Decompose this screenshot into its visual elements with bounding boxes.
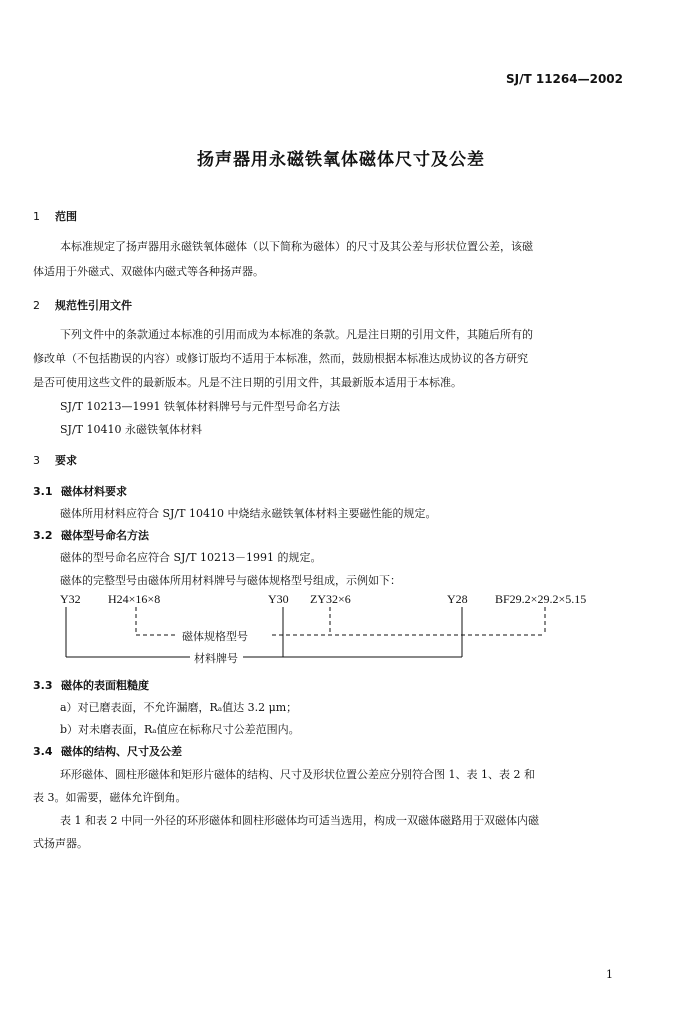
section-number: 2 [33, 299, 40, 312]
paragraph-line: 本标准规定了扬声器用永磁铁氧体磁体（以下简称为磁体）的尺寸及其公差与形状位置公差，该磁 [60, 240, 533, 253]
subsection-number: 3.3 [33, 679, 53, 692]
subsection-number: 3.1 [33, 485, 53, 498]
reference-item: SJ/T 10410 永磁铁氧体材料 [60, 423, 202, 436]
subsection-title: 磁体的结构、尺寸及公差 [61, 745, 182, 758]
model-code: ZY32×6 [310, 592, 351, 606]
section-title: 要求 [55, 454, 77, 467]
material-grade-label: 材料牌号 [194, 652, 238, 665]
page-number: 1 [606, 968, 613, 981]
paragraph-line: 磁体的完整型号由磁体所用材料牌号与磁体规格型号组成，示例如下： [60, 574, 401, 587]
model-code: BF29.2×29.2×5.15 [495, 592, 587, 606]
paragraph-line: 环形磁体、圆柱形磁体和矩形片磁体的结构、尺寸及形状位置公差应分别符合图 1、表 1、表 2 和 [60, 768, 535, 781]
list-item: b）对未磨表面，Rₐ值应在标称尺寸公差范围内。 [60, 723, 300, 736]
paragraph-line: 体适用于外磁式、双磁体内磁式等各种扬声器。 [33, 265, 264, 278]
subsection-title: 磁体材料要求 [61, 485, 127, 498]
model-code: Y28 [447, 592, 468, 606]
paragraph-line: 式扬声器。 [33, 837, 88, 850]
paragraph-line: 下列文件中的条款通过本标准的引用而成为本标准的条款。凡是注日期的引用文件，其随后所有的 [60, 328, 533, 341]
paragraph-line: 修改单（不包括勘误的内容）或修订版均不适用于本标准，然而，鼓励根据本标准达成协议的各方研究 [33, 352, 528, 365]
standard-number: SJ/T 11264—2002 [506, 72, 623, 86]
model-code: H24×16×8 [108, 592, 161, 606]
paragraph-line: 表 1 和表 2 中同一外径的环形磁体和圆柱形磁体均可适当选用，构成一双磁体磁路用于双磁体内磁 [60, 814, 539, 827]
list-item: a）对已磨表面，不允许漏磨，Rₐ值达 3.2 μm； [60, 701, 298, 714]
paragraph-line: 磁体的型号命名应符合 SJ/T 10213－1991 的规定。 [60, 551, 322, 564]
paragraph-line: 磁体所用材料应符合 SJ/T 10410 中烧结永磁铁氧体材料主要磁性能的规定。 [60, 507, 437, 520]
subsection-3-4-heading [33, 743, 182, 759]
reference-item: SJ/T 10213—1991 铁氧体材料牌号与元件型号命名方法 [60, 400, 340, 413]
model-code: Y30 [268, 592, 289, 606]
subsection-title: 磁体的表面粗糙度 [61, 679, 149, 692]
subsection-number: 3.2 [33, 529, 53, 542]
section-number: 3 [33, 454, 40, 467]
paragraph-line: 是否可使用这些文件的最新版本。凡是不注日期的引用文件，其最新版本适用于本标准。 [33, 376, 462, 389]
spec-model-label: 磁体规格型号 [182, 630, 248, 643]
document-title: 扬声器用永磁铁氧体磁体尺寸及公差 [197, 150, 485, 170]
model-code: Y32 [60, 592, 81, 606]
section-title: 范围 [55, 210, 77, 223]
section-number: 1 [33, 210, 40, 223]
subsection-3-3-heading [33, 677, 149, 693]
paragraph-line: 表 3。如需要，磁体允许倒角。 [33, 791, 187, 804]
subsection-number: 3.4 [33, 745, 53, 758]
section-title: 规范性引用文件 [55, 299, 132, 312]
subsection-title: 磁体型号命名方法 [61, 529, 149, 542]
